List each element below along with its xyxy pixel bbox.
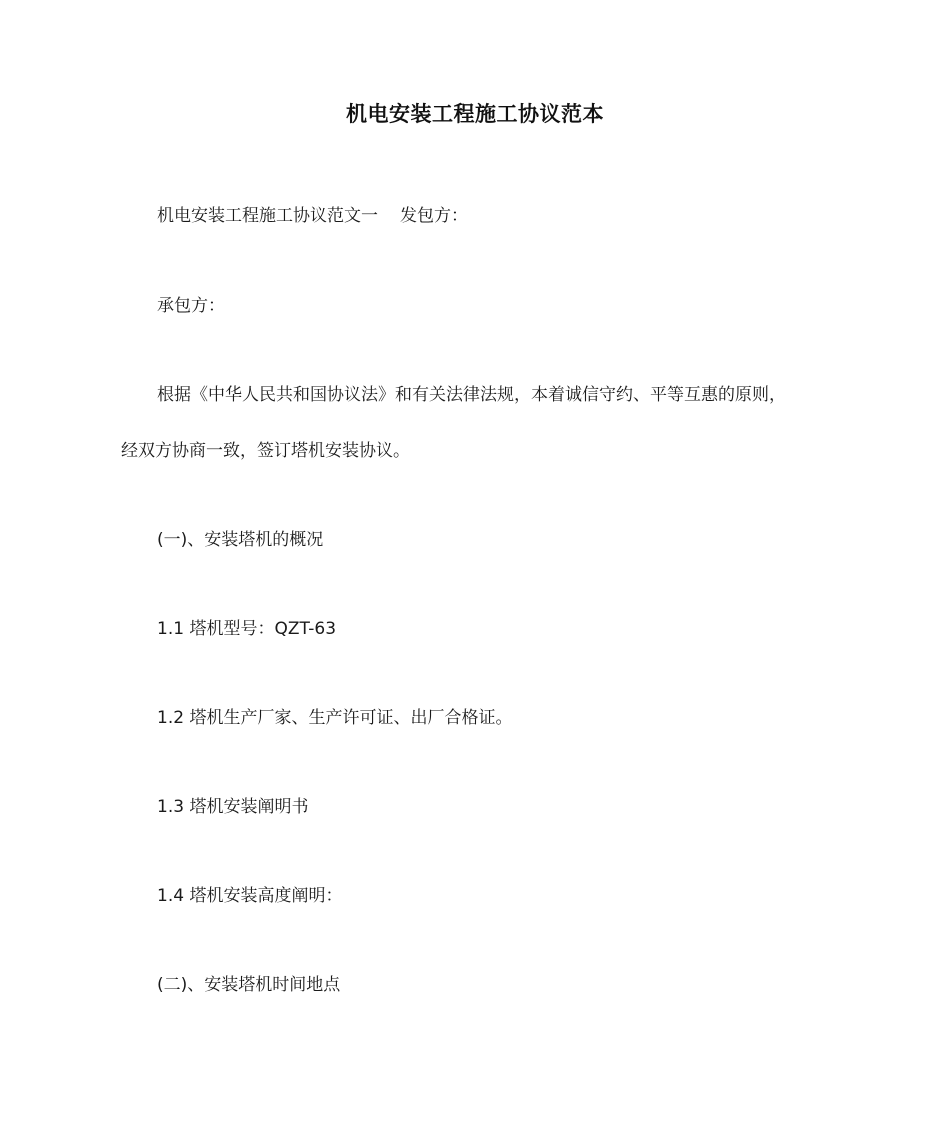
section-heading-1: (一)、安装塔机的概况 xyxy=(157,530,324,550)
intro-line xyxy=(157,203,468,229)
list-item-1-2: 1.2 塔机生产厂家、生产许可证、出厂合格证。 xyxy=(157,708,513,728)
employer-label: 发包方： xyxy=(400,206,468,226)
section-heading-2: (二)、安装塔机时间地点 xyxy=(157,975,341,995)
list-item-1-1: 1.1 塔机型号：QZT-63 xyxy=(157,619,337,639)
document-title: 机电安装工程施工协议范本 xyxy=(346,102,604,126)
contractor-label: 承包方： xyxy=(157,296,225,316)
sample-heading: 机电安装工程施工协议范文一 xyxy=(157,206,378,226)
list-item-1-4: 1.4 塔机安装高度阐明： xyxy=(157,886,343,906)
list-item-1-3: 1.3 塔机安装阐明书 xyxy=(157,797,309,817)
paragraph-line-2: 经双方协商一致，签订塔机安装协议。 xyxy=(121,441,410,461)
paragraph-line-1: 根据《中华人民共和国协议法》和有关法律法规，本着诚信守约、平等互惠的原则， xyxy=(157,385,786,405)
